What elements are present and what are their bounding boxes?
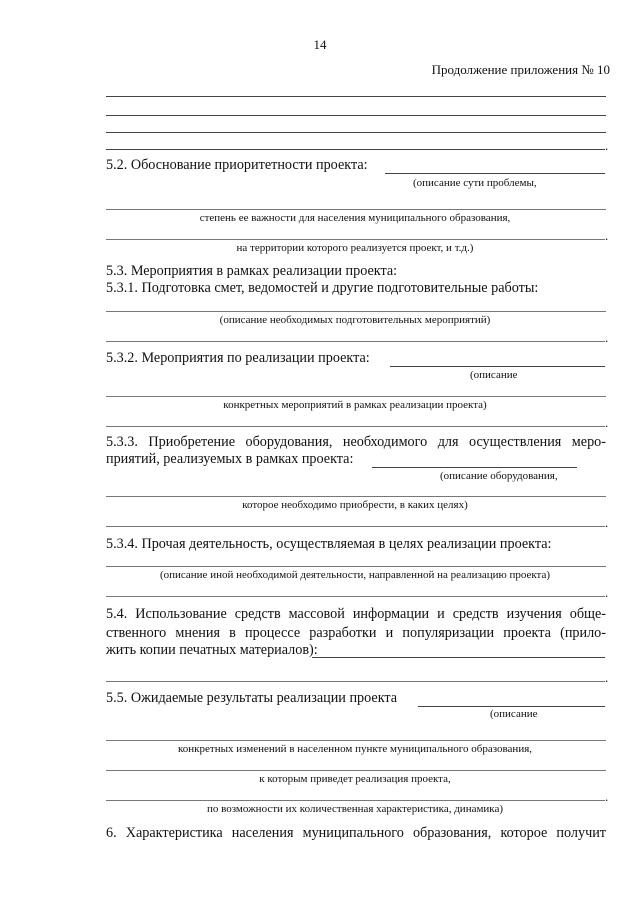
section-5-4-input-line[interactable] <box>312 657 605 658</box>
section-5-3-3-line-2: приятий, реализуемых в рамках проекта: <box>106 451 354 467</box>
section-5-3-3-caption-2: которое необходимо приобрести, в каких целях) <box>242 499 468 511</box>
line-end-dot: . <box>605 330 609 345</box>
section-5-5-input-line-3[interactable] <box>106 770 606 771</box>
section-5-4-input-line-2[interactable] <box>106 681 605 682</box>
line-end-dot: . <box>605 138 609 153</box>
line-end-dot: . <box>605 585 609 600</box>
section-5-3-4-input-line-2[interactable] <box>106 596 605 597</box>
section-5-2-input-line-2[interactable] <box>106 209 606 210</box>
section-5-5-caption-3: к которым приведет реализация проекта, <box>259 773 451 785</box>
section-5-5-caption-4: по возможности их количественная характеристика, динамика) <box>206 803 504 815</box>
blank-line-3[interactable] <box>106 132 606 133</box>
section-5-3-3-input-line-3[interactable] <box>106 526 605 527</box>
section-5-3-4-caption-1: (описание иной необходимой деятельности, направленной на реализацию проекта) <box>159 569 551 581</box>
section-5-5-caption-2: конкретных изменений в населенном пункте муниципального образования, <box>177 743 533 755</box>
section-5-3-label: 5.3. Мероприятия в рамках реализации проекта: <box>106 263 398 279</box>
section-5-2-caption-3: на территории которого реализуется проект, и т.д.) <box>236 242 474 254</box>
section-5-3-2-input-line[interactable] <box>390 366 605 367</box>
section-5-3-2-input-line-3[interactable] <box>106 426 605 427</box>
section-5-3-4-label: 5.3.4. Прочая деятельность, осуществляемая в целях реализации проекта: <box>106 536 552 552</box>
line-end-dot: . <box>605 789 609 804</box>
line-end-dot: . <box>605 670 609 685</box>
section-5-3-1-caption-1: (описание необходимых подготовительных мероприятий) <box>219 314 491 326</box>
blank-line-4[interactable] <box>106 149 605 150</box>
blank-line-2[interactable] <box>106 115 606 116</box>
section-5-4-line-1: 5.4. Использование средств массовой информации и средств изучения обще- <box>106 606 606 622</box>
section-5-3-3-caption-1: (описание оборудования, <box>440 470 558 482</box>
page-number: 14 <box>313 37 327 52</box>
section-5-5-input-line[interactable] <box>418 706 605 707</box>
section-5-2-caption-2: степень ее важности для населения муниципального образования, <box>199 212 511 224</box>
line-end-dot: . <box>605 515 609 530</box>
section-5-3-2-input-line-2[interactable] <box>106 396 606 397</box>
section-5-2-input-line[interactable] <box>385 173 605 174</box>
section-5-5-caption-1: (описание <box>490 708 538 720</box>
section-5-3-1-input-line-2[interactable] <box>106 341 605 342</box>
section-5-5-input-line-2[interactable] <box>106 740 606 741</box>
section-5-3-2-label: 5.3.2. Мероприятия по реализации проекта: <box>106 350 370 366</box>
blank-line-1[interactable] <box>106 96 606 97</box>
line-end-dot: . <box>605 415 609 430</box>
section-5-4-line-2: ственного мнения в процессе разработки и популяризации проекта (прило- <box>106 625 606 641</box>
section-5-3-1-input-line[interactable] <box>106 311 606 312</box>
line-end-dot: . <box>605 228 609 243</box>
section-5-5-label: 5.5. Ожидаемые результаты реализации проекта <box>106 690 398 706</box>
section-5-3-2-caption-2: конкретных мероприятий в рамках реализации проекта) <box>223 399 487 411</box>
section-5-5-input-line-4[interactable] <box>106 800 605 801</box>
section-5-2-caption-1: (описание сути проблемы, <box>413 177 537 189</box>
section-5-3-3-input-line-2[interactable] <box>106 496 606 497</box>
section-5-2-input-line-3[interactable] <box>106 239 605 240</box>
section-5-2-label: 5.2. Обоснование приоритетности проекта: <box>106 157 368 173</box>
section-5-3-3-line-1: 5.3.3. Приобретение оборудования, необходимого для осуществления меро- <box>106 434 606 450</box>
section-5-3-2-caption-1: (описание <box>470 369 518 381</box>
section-6-line-1: 6. Характеристика населения муниципального образования, которое получит <box>106 825 606 841</box>
section-5-3-4-input-line[interactable] <box>106 566 606 567</box>
section-5-4-line-3: жить копии печатных материалов): <box>106 642 318 658</box>
section-5-3-1-label: 5.3.1. Подготовка смет, ведомостей и другие подготовительные работы: <box>106 280 539 296</box>
appendix-continuation-heading: Продолжение приложения № 10 <box>431 62 610 77</box>
section-5-3-3-input-line[interactable] <box>372 467 577 468</box>
